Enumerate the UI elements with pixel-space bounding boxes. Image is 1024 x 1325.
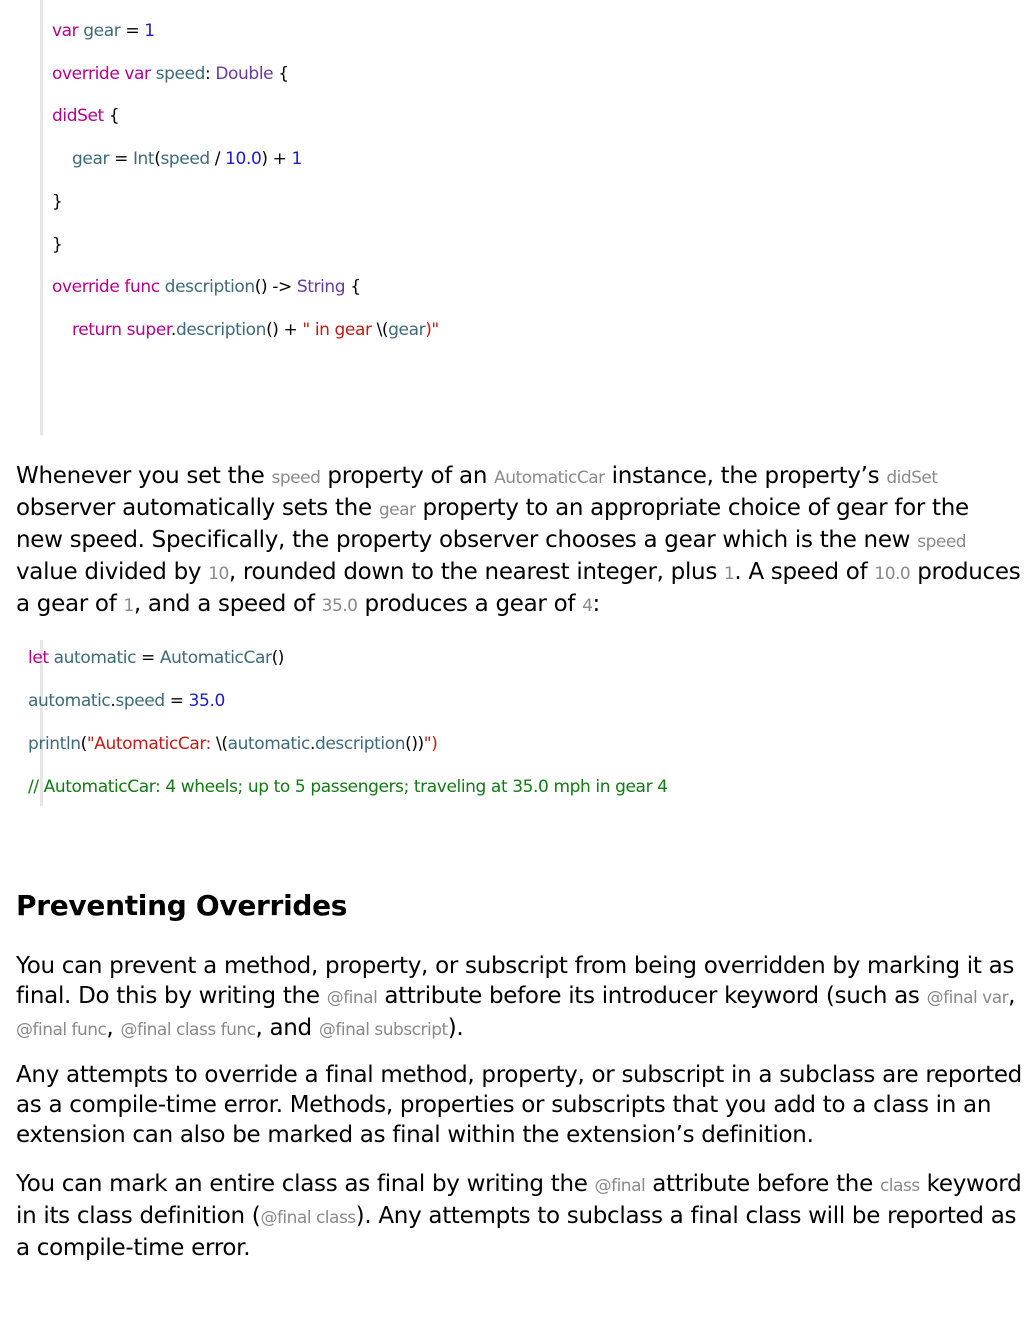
code-line — [52, 234, 62, 256]
code-line — [28, 733, 437, 755]
text-run: property of an — [320, 463, 495, 489]
code-token: let — [28, 648, 54, 668]
code-token: } — [52, 191, 63, 212]
inline-code: AutomaticCar — [494, 468, 605, 488]
code-token: = — [109, 149, 133, 170]
inline-code: class — [879, 1176, 920, 1196]
code-block-automatic-car-class — [40, 0, 1003, 435]
code-token: . — [309, 734, 315, 754]
text-run: You can mark an entire class as final by writing the — [16, 1171, 595, 1197]
code-token: override var — [52, 63, 156, 84]
code-token: gear — [72, 149, 110, 170]
code-token: 35.0 — [188, 691, 225, 711]
code-token: () + — [266, 319, 303, 340]
section-heading: Preventing Overrides — [16, 889, 348, 922]
code-token: String — [296, 277, 346, 298]
code-token: : — [205, 63, 216, 84]
code-token: " in gear — [302, 319, 377, 340]
code-token: = — [164, 691, 189, 711]
text-run: : — [592, 591, 600, 617]
text-run: , and — [255, 1015, 319, 1041]
code-token: return super — [72, 319, 171, 340]
code-token: { — [273, 63, 289, 84]
text-run: property to an appropriate choice of gear for the new speed. Specifically, the property observer chooses a gear which is the new — [16, 495, 969, 553]
text-run: , — [106, 1015, 121, 1041]
inline-code: 1 — [724, 564, 735, 584]
code-token: AutomaticCar — [159, 648, 272, 668]
code-token: ()) — [405, 734, 424, 754]
code-line — [52, 20, 155, 42]
code-token: Int — [132, 149, 155, 170]
code-token: () -> — [254, 277, 297, 298]
code-line — [28, 776, 668, 798]
inline-code: speed — [917, 532, 967, 552]
code-token: )" — [425, 319, 439, 340]
code-token: speed — [155, 63, 206, 84]
code-token: . — [170, 319, 176, 340]
code-line — [28, 647, 284, 669]
text-run: , and a speed of — [133, 591, 322, 617]
code-token: { — [345, 277, 361, 298]
text-run: ). — [447, 1015, 464, 1041]
code-token: 10.0 — [225, 149, 262, 170]
code-token: println — [28, 734, 81, 754]
code-line — [52, 276, 361, 298]
code-token: = — [120, 21, 145, 41]
code-token: . — [110, 691, 116, 711]
code-token: ( — [80, 734, 87, 754]
paragraph-prevent-override — [16, 951, 1022, 1045]
code-token: gear — [388, 319, 426, 340]
inline-code: @final class — [260, 1208, 356, 1228]
text-run: attribute before its introducer keyword (such as — [377, 983, 927, 1009]
code-token: speed — [160, 149, 210, 170]
text-run: keyword in its class definition ( — [16, 1171, 1022, 1229]
text-run: Any attempts to override a final method, property, or subscript in a subclass are reported as a compile-time error. Methods, properties or subscripts that you add to a class in an extension can also be marked as final within the extension’s definition. — [16, 1062, 1022, 1148]
code-token: var — [52, 21, 84, 41]
inline-code: @final subscript — [318, 1020, 448, 1040]
code-token: Double — [215, 63, 274, 84]
code-token: () — [271, 648, 285, 668]
text-run: ). Any attempts to subclass a final class will be reported as a compile-time error. — [16, 1203, 1017, 1261]
code-token: didSet — [52, 106, 104, 127]
text-run: attribute before the — [645, 1171, 880, 1197]
text-run: observer automatically sets the — [16, 495, 379, 521]
code-token: // AutomaticCar: 4 wheels; up to 5 passengers; traveling at 35.0 mph in gear 4 — [28, 777, 668, 797]
text-run: , — [1008, 983, 1016, 1009]
inline-code: @final func — [16, 1020, 107, 1040]
code-token: \( — [216, 734, 228, 754]
paragraph-final-class — [16, 1169, 1022, 1263]
inline-code: @final class func — [120, 1020, 256, 1040]
text-run: . A speed of — [734, 559, 875, 585]
code-token: automatic — [227, 734, 310, 754]
code-token: ) + — [261, 149, 292, 170]
code-token: \( — [376, 319, 389, 340]
code-token — [52, 149, 72, 169]
text-run: value divided by — [16, 559, 209, 585]
code-token: description — [314, 734, 406, 754]
inline-code: 10.0 — [874, 564, 911, 584]
inline-code: 1 — [123, 596, 134, 616]
code-token: ( — [154, 149, 161, 170]
text-run: You can prevent a method, property, or subscript from being overridden by marking it as final. Do this by writing the — [16, 953, 1015, 1009]
code-token — [52, 320, 72, 340]
text-run: Whenever you set the — [16, 463, 272, 489]
code-line — [28, 690, 225, 712]
code-token: "AutomaticCar: — [86, 734, 217, 754]
text-run: instance, the property’s — [604, 463, 887, 489]
code-token: gear — [83, 21, 121, 41]
code-token: override func — [52, 277, 165, 298]
code-line — [52, 191, 62, 213]
code-line — [52, 319, 439, 341]
inline-code: 4 — [582, 596, 593, 616]
inline-code: 10 — [208, 564, 229, 584]
code-token: = — [136, 648, 160, 668]
inline-code: speed — [271, 468, 321, 488]
text-run: produces a gear of — [16, 559, 1021, 617]
inline-code: gear — [378, 500, 416, 520]
text-run: produces a gear of — [357, 591, 583, 617]
code-token: 1 — [291, 149, 302, 170]
code-token: ") — [423, 734, 438, 754]
code-token: } — [52, 234, 63, 255]
inline-code: didSet — [886, 468, 938, 488]
code-line — [52, 148, 302, 170]
code-block-usage-example — [28, 640, 1003, 806]
code-token: description — [175, 319, 267, 340]
inline-code: @final var — [926, 988, 1009, 1008]
code-line — [52, 105, 119, 127]
inline-code: @final — [326, 988, 378, 1008]
code-token: / — [209, 149, 226, 170]
inline-code: @final — [594, 1176, 646, 1196]
code-token: description — [164, 277, 255, 298]
code-token: automatic — [53, 648, 137, 668]
paragraph-gear-explanation — [16, 461, 1022, 621]
code-token: 1 — [144, 21, 155, 41]
code-token: { — [103, 106, 120, 127]
code-token: automatic — [28, 691, 111, 711]
code-token: speed — [115, 691, 165, 711]
text-run: , rounded down to the nearest integer, plus — [228, 559, 725, 585]
inline-code: 35.0 — [321, 596, 358, 616]
paragraph-compile-error — [16, 1060, 1022, 1150]
code-line — [52, 63, 289, 85]
